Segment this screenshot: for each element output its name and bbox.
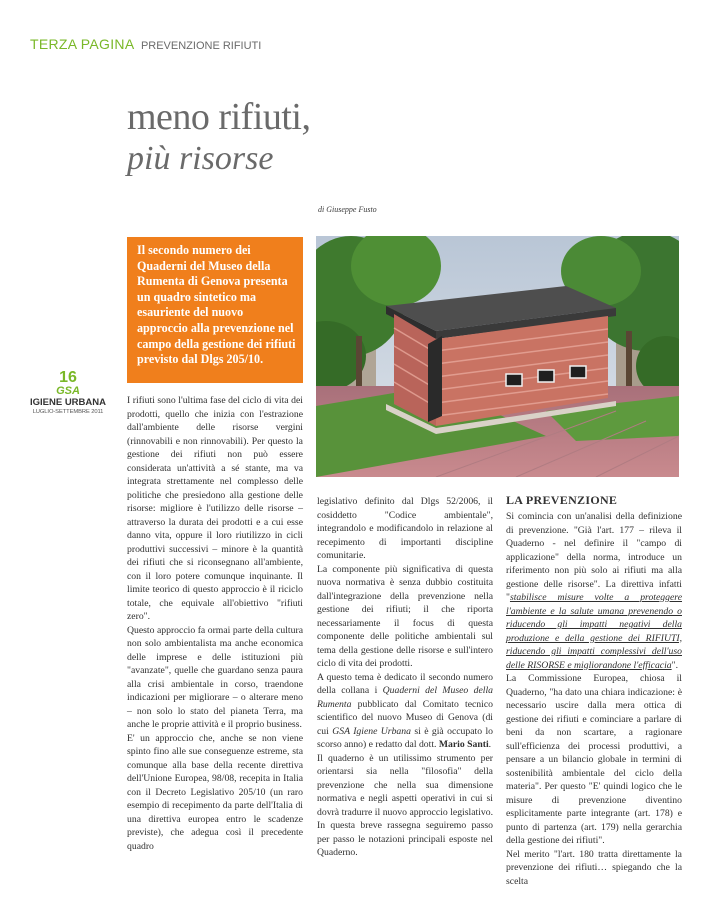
col1-paragraph-2: Questo approccio fa ormai parte della cultura non solo ambientalista ma anche economica delle imprese e delle istituzioni più "avanzate", quelle che guardano senza paura alla crisi ambientale in corso, traendone indicazioni per migliorare – o alterare meno – non solo lo stato del pianeta Terra, ma anche le proprie attività e il proprio business. — [127, 624, 303, 730]
col2-paragraph-3 — [317, 671, 493, 752]
byline: di Giuseppe Fusto — [318, 205, 377, 214]
page-number: 16 — [59, 369, 77, 386]
col2-paragraph-1: legislativo definito dal Dlgs 52/2006, il cosiddetto "Codice ambientale", integrandolo e modificandolo in relazione al recepimento di importanti discipline comunitarie. — [317, 496, 493, 561]
article-title-line2: più risorse — [127, 140, 274, 177]
quaderni-title: Quaderni del Museo della Rumenta — [317, 685, 493, 710]
column-2 — [317, 495, 493, 860]
magazine-name: IGIENE URBANA — [29, 397, 106, 408]
magazine-badge — [28, 370, 108, 416]
lead-box — [127, 237, 303, 383]
section-label: TERZA PAGINA — [30, 36, 135, 52]
subsection-label: PREVENZIONE RIFIUTI — [140, 40, 262, 52]
article-photo — [316, 236, 679, 477]
magazine-reference: GSA Igiene Urbana — [332, 725, 411, 737]
text-run: ". — [671, 659, 679, 671]
lead-text: Il secondo numero dei Quaderni del Museo della Rumenta di Genova presenta un quadro sintetico ma esauriente del nuovo approccio alla prevenzione nel campo della gestione dei rifiuti previsto dal Dlgs 205/10. — [137, 243, 296, 367]
article-title-line1: meno rifiuti, — [127, 96, 311, 138]
issue-date: LUGLIO-SETTEMBRE 2011 — [32, 409, 104, 415]
col3-paragraph-2: La Commissione Europea, chiosa il Quaderno, "ha dato una chiara indicazione: è necessario uscire dalla mera ottica di gestione dei rifiuti e cominciare a parlare di beni da non scartare, a ragionare sull'efficienza dei processi produttivi, a pensare a un bilancio globale in termini di sostenibilità ambientale del ciclo della materia". Per questo "E' quindi logico che le misure di prevenzione diventino esplicitamente parte integrante (art. 178) e punto di partenza (art. 179) nella gerarchia della gestione dei rifiuti". — [506, 673, 682, 846]
text-run: pubblicato dal Comitato tecnico scientifico del nuovo Museo di Genova (di cui — [317, 698, 493, 737]
author-name: Mario Santi — [438, 739, 489, 750]
col1-paragraph-3: E' un approccio che, anche se non viene spinto fino alle sue conseguenze estreme, sta comunque alla base della recente direttiva dell'Unione Europea, 98/08, recepita in Italia con il Decreto Legislativo 205/10 (un raro esempio di recepimento da parte dell'Italia di una direttiva europea entro le scadenze previste), che adegua così il precedente quadro — [127, 732, 303, 852]
text-run: Si comincia con un'analisi della definizione di prevenzione. "Già l'art. 177 – rileva il Quaderno - nel definire il "campo di applicazione" della norma, introduce un riferimento non più solo ai rifiuti ma alla gestione delle risorse". La direttiva infatti " — [506, 511, 682, 603]
directive-quote: stabilisce misure volte a proteggere l'ambiente e la salute umana prevenendo o riducendo gli impatti negativi della produzione e della gestione dei RIFIUTI, riducendo gli impatti complessivi dell'uso delle RISORSE e migliorandone l'efficacia — [506, 592, 682, 671]
col3-paragraph-1 — [506, 510, 682, 672]
text-run: A questo tema è dedicato il secondo numero della collana i — [317, 671, 493, 696]
col2-paragraph-4: Il quaderno è un utilissimo strumento per orientarsi sia nella "filosofia" della prevenzione che nella sua dimensione normativa e negli aspetti operativi in cui si dovrà tradurre il nuovo approccio legislativo. In questa breve rassegna seguiremo passo per passo le notazioni principali esposte nel Quaderno. — [317, 752, 493, 858]
text-run: si è già occupato lo scorso anno) e redatto dal dott. — [317, 725, 493, 750]
col1-paragraph-1: I rifiuti sono l'ultima fase del ciclo di vita dei prodotti, quello che inizia con l'estrazione dall'ambiente delle risorse vergini (rinnovabili e non rinnovabili). Per questo la gestione dei rifiuti non può essere considerata un'attività a sé stante, ma va integrata strettamente nel complesso delle politiche che presiedono alla gestione delle risorse: migliore è l'utilizzo delle risorse – attraverso la durata dei prodotti e a cui esse danno vita, oppure il loro riutilizzo in cicli produttivi successivi – minore è la quantità dei rifiuti che si riconsegnano all'ambiente, con il loro potere comunque inquinante. Il limite teorico di questo approccio è il riciclo totale, che equivale all'obiettivo "rifiuti zero". — [127, 395, 303, 622]
col2-paragraph-2: La componente più significativa di questa nuova normativa è senza dubbio costituita dall'integrazione della prevenzione nella gestione dei rifiuti; il che riporta necessariamente il focus di questa componente delle politiche ambientali sul tema della gestione delle risorse e sull'intero ciclo di vita dei prodotti. — [317, 563, 493, 669]
col3-paragraph-3: Nel merito "l'art. 180 tratta direttamente la prevenzione dei rifiuti… spiegando che la scelta — [506, 848, 682, 887]
column-1 — [127, 394, 303, 853]
section-header — [30, 36, 261, 54]
brand-logo: GSA — [56, 385, 80, 397]
section-heading: LA PREVENZIONE — [506, 493, 618, 507]
column-3 — [506, 494, 682, 888]
text-run: . — [488, 739, 492, 750]
